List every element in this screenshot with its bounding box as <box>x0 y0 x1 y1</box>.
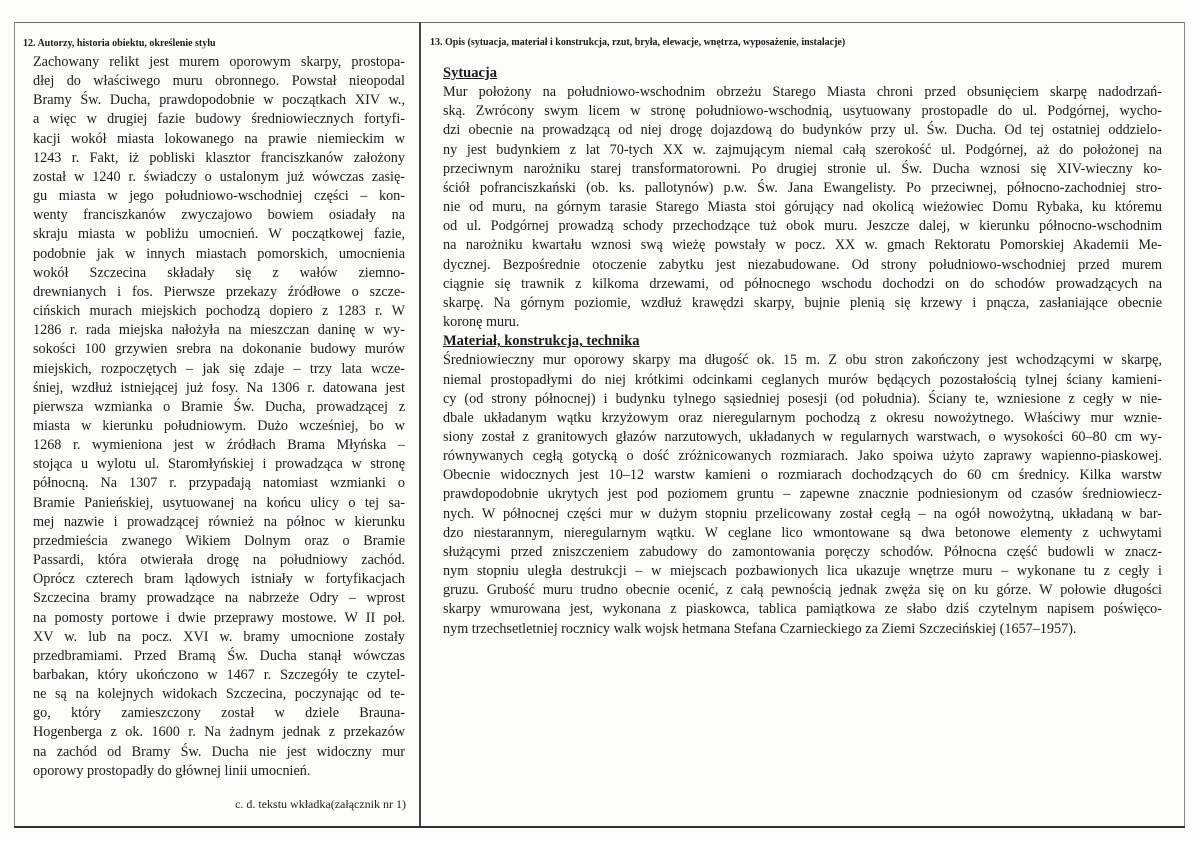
material-paragraph <box>443 351 1162 638</box>
text-line: Zachowany relikt jest murem oporowym skarpy, prostopa- <box>33 54 405 70</box>
situation-paragraph <box>443 83 1162 332</box>
description-text-block <box>443 64 1162 639</box>
text-line: skraju miasta w pobliżu umocnień. W początkowej fazie, <box>33 226 405 243</box>
text-line: północną. Na 1307 r. przypadają natomiast wzmianki o <box>33 475 405 492</box>
frame-bottom-border <box>14 826 1185 828</box>
text-line: sokości 100 grzywien srebra na dokonanie budowy murów <box>33 341 405 358</box>
text-line: niemal prostopadłymi do niej krótkimi odcinkami ceglanych murów będących pozostałością tylnej ściany kamieni- <box>443 371 1162 388</box>
text-line: na pomosty portowe i dwie przeprawy mostowe. W II poł. <box>33 609 405 626</box>
field-12-label: 12. Autorzy, historia obiektu, określenie stylu <box>23 38 216 49</box>
text-line: gruzu. Grubość muru trudno obecnie ocenić, z całą pewnością jednak zwęża się on ku górze. W połowie długości <box>443 582 1162 599</box>
text-line: Passardi, która otwierała drogę na południowy zachód. <box>33 552 405 569</box>
text-line: podobnie jak w innych miastach pomorskich, umocnienia <box>33 245 405 262</box>
text-line: Mur położony na południowo-wschodnim obrzeżu Starego Miasta chroni przed obsunięciem skarpę nadodrzań- <box>443 84 1162 101</box>
text-line: na narożniku kwartału wznosi swą wieżę powstały w pocz. XX w. gmach Rektoratu Pomorskiej Akademii Me- <box>443 237 1162 254</box>
field-13-label: 13. Opis (sytuacja, materiał i konstrukcja, rzut, bryła, elewacje, wnętrza, wyposażenie, instalacje) <box>430 37 846 48</box>
text-line: służącymi przed zniszczeniem zabudowy do zamontowania poręczy schodów. Północna część budowli w znacz- <box>443 543 1162 560</box>
frame-top-border <box>14 22 1185 23</box>
text-line: nie od muru, na górnym tarasie Starego Miasta stoi górujący nad okolicą wieżowiec Domu Rybaka, ku któremu <box>443 199 1162 216</box>
text-line: ściół pofranciszkański (ob. ks. pallotynów) p.w. Św. Jana Ewangelisty. Po przeciwnej, północno-zachodniej stro- <box>443 179 1162 196</box>
text-line: Szczecina bramy prowadzące na nabrzeże Odry – wprost <box>33 590 405 607</box>
text-line: skarpy wmurowana jest, wykonana z piaskowca, tablica pamiątkowa ze słabo dziś czytelnym napisem poświęco- <box>443 601 1162 618</box>
text-line: ciągnie się trawnik z kilkoma drzewami, od północnego wschodu dochodzi on do schodów prowadzących na <box>443 275 1162 292</box>
text-line: przedbramiami. Przed Bramą Św. Ducha stanął wówczas <box>33 647 405 664</box>
text-line: ską. Zwrócony swym licem w stronę południowo-wschodnią, usytuowany prostopadle do ul. Podgórnej, wycho- <box>443 103 1162 120</box>
text-line: miejskich, rozpoczętych – jak się zdaje – trzy lata wcze- <box>33 360 405 377</box>
text-line: cińskich murach miejskich pochodzą dopiero z 1283 r. W <box>33 303 405 320</box>
text-line: oporowy prostopadły do głównej linii umocnień. <box>33 762 311 779</box>
material-heading: Materiał, konstrukcja, technika <box>443 333 640 350</box>
text-line: nym stopniu uległa destrukcji – w miejscach pozbawionych lica ukazuje wnętrze muru – wykonane tu z cegły i <box>443 563 1162 580</box>
continuation-note: c. d. tekstu wkładka(załącznik nr 1) <box>235 797 406 811</box>
text-line: kacji wokół miasta lokowanego na prawie niemieckim w <box>33 130 405 147</box>
text-line: 1286 r. rada miejska nałożyła na mieszczan daninę w wy- <box>33 322 405 339</box>
text-line: przedmieścia zwanego Wikiem Dolnym oraz o Bramie <box>33 532 405 549</box>
text-line: dzo niestarannym, nieregularnym wątku. W ceglane lico wmontowane są dwa betonowe elementy z uchwytami <box>443 524 1162 541</box>
text-line: dbale układanym wątku krzyżowym oraz nieregularnym pochodzą z okresu nowożytnego. Właściwy mur wznie- <box>443 409 1162 426</box>
text-line: go, który zamieszczony został w dziele Brauna- <box>33 705 405 722</box>
text-line: barbakan, który ukończono w 1467 r. Szczegóły te czytel- <box>33 667 405 683</box>
text-line: stojąca u wylotu ul. Staromłyńskiej i prowadząca w stronę <box>33 456 405 473</box>
text-line: 1243 r. Fakt, iż pobliski klasztor franciszkanów założony <box>33 149 405 166</box>
text-line: Hogenberga z ok. 1600 r. Na żadnym jednak z przekazów <box>33 724 405 741</box>
text-line: Średniowieczny mur oporowy skarpy ma długość ok. 15 m. Z obu stron zakończony jest wchodzącymi w skarpę, <box>443 352 1162 369</box>
text-line: prawdopodobnie ukrytych jest pod poziomem gruntu – zapewne znacznie podniesionym od czasów średniowiecz- <box>443 486 1162 503</box>
text-line: mej nazwie i prowadzącej również na północ w kierunku <box>33 513 405 530</box>
text-line: 1268 r. wymieniona jest w źródłach Brama Młyńska – <box>33 437 405 454</box>
text-line: wenty franciszkanów zwyczajowo bowiem osiadały na <box>33 207 405 224</box>
text-line: został w 1240 r. świadczy o ustalonym już wówczas zasię- <box>33 168 405 185</box>
frame-right-border <box>1184 22 1185 826</box>
history-text-block <box>33 53 405 781</box>
text-line: wokół Szczecina składały się z wałów ziemno- <box>33 264 405 281</box>
text-line: pierwsza wzmianka o Bramie Św. Ducha, prowadzącej z <box>33 398 405 415</box>
text-line: od ul. Podgórnej prowadzą schody przechodzące tuż obok muru. Jeszcze dalej, w kierunku północno-wschodnim <box>443 218 1162 235</box>
text-line: Bramie Panieńskiej, usytuowanej na końcu ulicy o tej sa- <box>33 494 405 511</box>
text-line: na zachód od Bramy Św. Ducha nie jest widoczny mur <box>33 743 405 760</box>
text-line: miasta w kierunku południowym. Dużo wcześniej, bo w <box>33 417 405 434</box>
text-line: a więc w drugiej fazie budowy średniowiecznych fortyfi- <box>33 111 405 128</box>
text-line: nych. W północnej części mur w dużym stopniu przelicowany został cegłą – na ogół nowożytną, układaną w bar- <box>443 505 1162 522</box>
text-line: gu miasta w jego południowo-wschodniej części – kon- <box>33 188 405 205</box>
text-line: dzi obecnie na prowadzącą od niej drogę dojazdową do budynków przy ul. Św. Ducha. Od tej ostatniej oddzielo- <box>443 122 1162 139</box>
text-line: przeciwnym narożniku starej transformatorowni. Po drugiej stronie ul. Św. Ducha wznosi się XIV-wieczny ko- <box>443 160 1162 177</box>
text-line: dłej do właściwego muru obronnego. Powstał nieopodal <box>33 73 405 90</box>
text-line: siony został z granitowych głazów narzutowych, układanych w regularnych warstwach, o wysokości 60–80 cm wy- <box>443 428 1162 445</box>
text-line: dycznej. Bezpośrednie otoczenie zabytku jest niezabudowane. Od strony południowo-wschodniej przed murem <box>443 256 1162 273</box>
text-line: śniej, wzdłuż istniejącej już fosy. Na 1306 r. datowana jest <box>33 379 405 396</box>
text-line: ny jest budynkiem z lat 70-tych XX w. zajmującym niemal całą szerokość ul. Podgórnej, aż do położonej na <box>443 141 1162 158</box>
text-line: XV w. lub na pocz. XVI w. bramy umocnione zostały <box>33 628 405 645</box>
situation-heading: Sytuacja <box>443 65 497 81</box>
text-line: skarpę. Na górnym poziomie, wzdłuż krawędzi skarpy, bujnie plenią się krzewy i pnącza, zasłaniające obecnie <box>443 294 1162 311</box>
text-line: ne są na kolejnych widokach Szczecina, poczynając od te- <box>33 686 405 703</box>
text-line: równywanych cegłą gotycką o dość zróżnicowanych rozmiarach. Jako spoiwa użyto zaprawy wapienno-piaskowej. <box>443 448 1162 465</box>
text-line: Bramy Św. Ducha, prawdopodobnie w początkach XIV w., <box>33 92 405 109</box>
text-line: cy (od strony północnej) i budynku tylnego sąsiedniej posesji (od południa). Ściany te, wzniesione z cegły w nie- <box>443 390 1162 407</box>
column-divider <box>419 22 421 826</box>
text-line: nym trzechsetletniej rocznicy walk wojsk hetmana Stefana Czarnieckiego za Ziemi Szczecińskiej (1657–1957). <box>443 620 1077 637</box>
frame-left-border <box>14 22 15 826</box>
text-line: drewnianych i fos. Pierwsze przekazy źródłowe o szcze- <box>33 283 405 300</box>
text-line: koronę muru. <box>443 314 520 331</box>
text-line: Obecnie widocznych jest 10–12 warstw kamieni o rozmiarach dochodzących do 60 cm średnicy. Kilka warstw <box>443 467 1162 484</box>
text-line: Oprócz czterech bram lądowych istniały w fortyfikacjach <box>33 571 405 588</box>
